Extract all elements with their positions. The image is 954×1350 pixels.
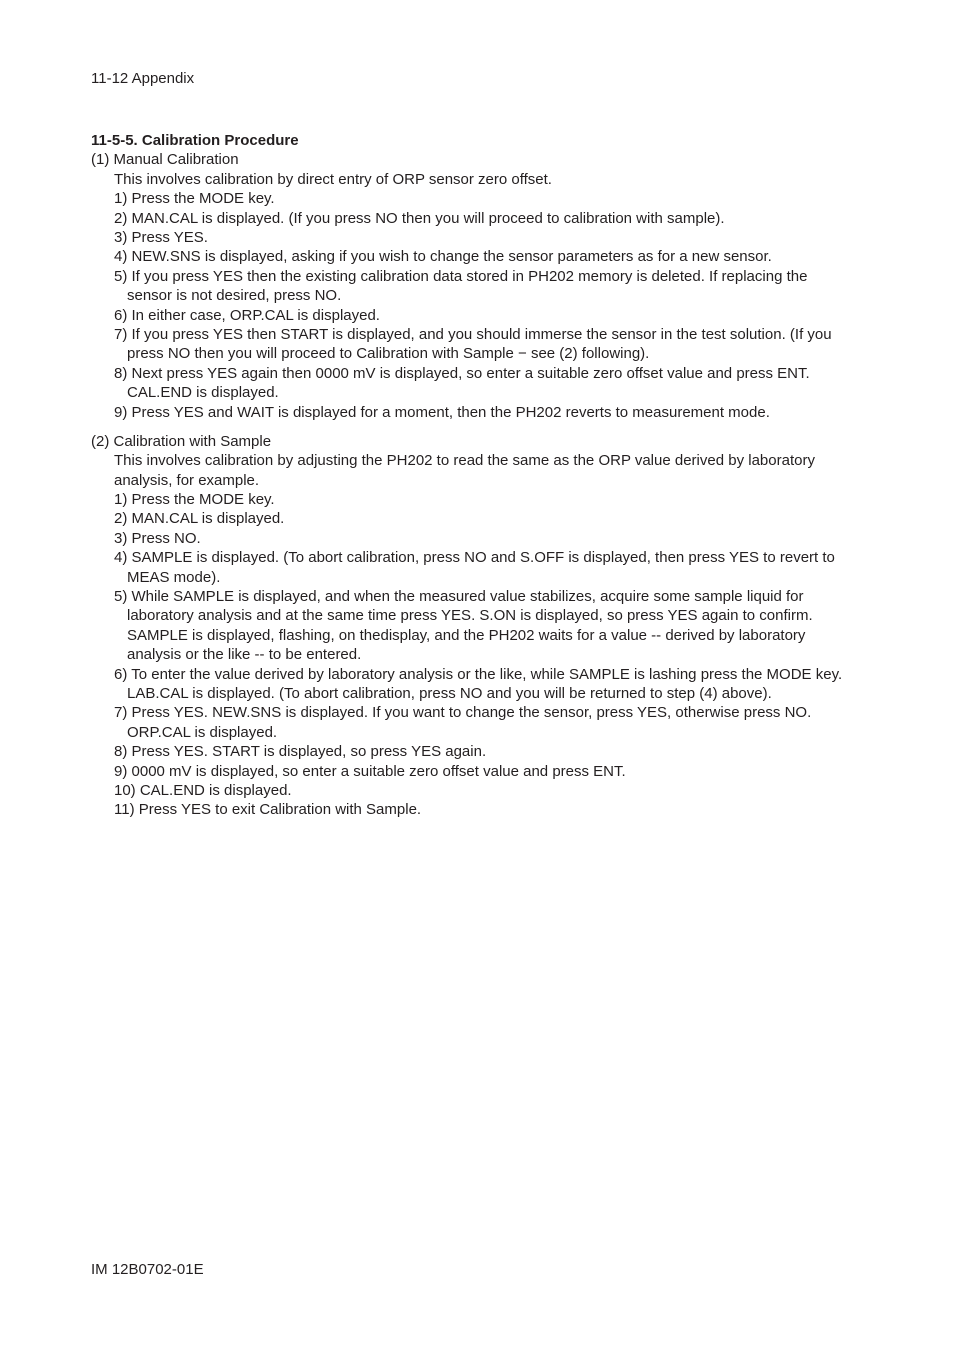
list-item: 5) While SAMPLE is displayed, and when the measured value stabilizes, acquire some sample liquid for laboratory analysis and at the same time press YES. S.ON is displayed, so press YES again to confirm. SAMPLE is displayed, flashing, on thedisplay, and the PH202 waits for a value -- derived by laboratory analysis or the like -- to be entered. xyxy=(114,587,813,664)
list-item: 3) Press YES. xyxy=(114,229,208,247)
list-item: 1) Press the MODE key. xyxy=(114,490,275,508)
sample-calibration-section xyxy=(91,432,851,820)
list-item: 7) Press YES. NEW.SNS is displayed. If you want to change the sensor, press YES, otherwise press NO. ORP.CAL is displayed. xyxy=(114,704,812,741)
list-item: 10) CAL.END is displayed. xyxy=(114,782,292,799)
list-item: 1) Press the MODE key. xyxy=(114,190,275,208)
list-item: 11) Press YES to exit Calibration with Sample. xyxy=(114,801,422,819)
sample-calibration-steps xyxy=(91,490,851,820)
list-item: 2) MAN.CAL is displayed. (If you press NO then you will proceed to calibration with sample). xyxy=(114,209,725,227)
list-item: 6) To enter the value derived by laboratory analysis or the like, while SAMPLE is lashing press the MODE key. LAB.CAL is displayed. (To abort calibration, press NO and you will be returned to step (4) above). xyxy=(114,665,843,702)
sample-calibration-title: (2) Calibration with Sample xyxy=(91,432,272,450)
page-footer: IM 12B0702-01E xyxy=(91,1261,204,1278)
manual-calibration-intro: This involves calibration by direct entry of ORP sensor zero offset. xyxy=(114,170,552,188)
document-body xyxy=(91,131,851,820)
section-title: 11-5-5. Calibration Procedure xyxy=(91,132,299,149)
manual-calibration-section xyxy=(91,150,851,422)
list-item: 8) Press YES. START is displayed, so press YES again. xyxy=(114,743,487,761)
list-item: 3) Press NO. xyxy=(114,529,201,547)
list-item: 5) If you press YES then the existing calibration data stored in PH202 memory is deleted. If replacing the sensor is not desired, press NO. xyxy=(114,267,808,305)
section-gap xyxy=(91,422,851,432)
list-item: 8) Next press YES again then 0000 mV is displayed, so enter a suitable zero offset value and press ENT. CAL.END is displayed. xyxy=(114,364,810,402)
list-item: 9) Press YES and WAIT is displayed for a moment, then the PH202 reverts to measurement mode. xyxy=(114,403,770,421)
manual-calibration-title: (1) Manual Calibration xyxy=(91,151,239,169)
list-item: 2) MAN.CAL is displayed. xyxy=(114,510,285,528)
sample-calibration-intro: This involves calibration by adjusting the PH202 to read the same as the ORP value derived by laboratory analysis, for example. xyxy=(114,452,815,489)
list-item: 6) In either case, ORP.CAL is displayed. xyxy=(114,306,380,324)
list-item: 9) 0000 mV is displayed, so enter a suitable zero offset value and press ENT. xyxy=(114,762,626,780)
list-item: 4) SAMPLE is displayed. (To abort calibration, press NO and S.OFF is displayed, then press YES to revert to MEAS mode). xyxy=(114,549,835,586)
manual-calibration-steps xyxy=(91,189,851,422)
list-item: 7) If you press YES then START is displayed, and you should immerse the sensor in the test solution. (If you press NO then you will proceed to Calibration with Sample − see (2) following). xyxy=(114,326,832,363)
page-header: 11-12 Appendix xyxy=(91,70,195,87)
list-item: 4) NEW.SNS is displayed, asking if you wish to change the sensor parameters as for a new sensor. xyxy=(114,248,772,266)
